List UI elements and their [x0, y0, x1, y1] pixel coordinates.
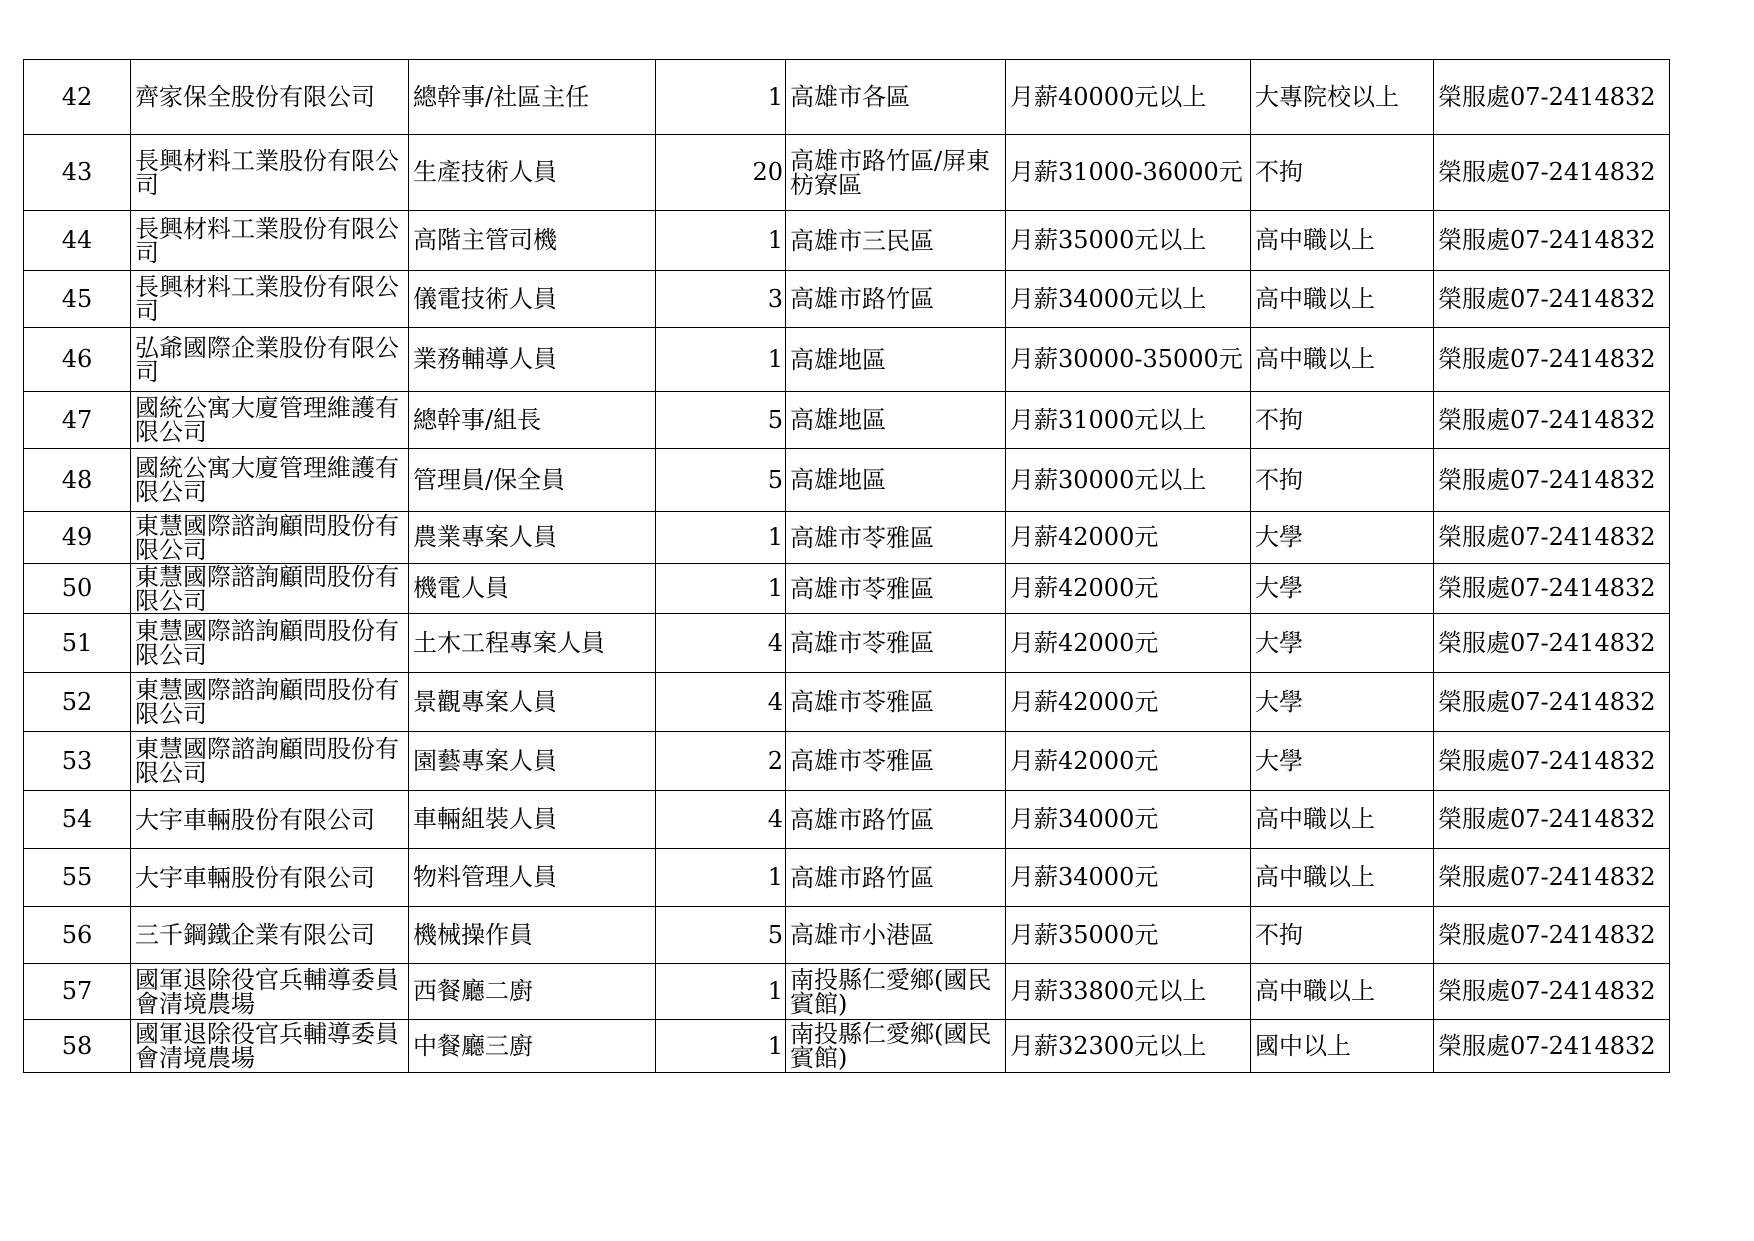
company-cell: 長興材料工業股份有限公司	[131, 271, 409, 328]
row-number-cell: 46	[24, 328, 131, 392]
location-cell: 高雄市苓雅區	[786, 673, 1006, 732]
position-cell: 高階主管司機	[409, 211, 656, 271]
row-number-cell: 51	[24, 614, 131, 673]
openings-count-cell: 4	[656, 791, 786, 849]
salary-cell: 月薪31000-36000元	[1006, 135, 1251, 211]
education-cell: 高中職以上	[1251, 328, 1434, 392]
row-number-cell: 55	[24, 849, 131, 907]
salary-cell: 月薪35000元	[1006, 907, 1251, 964]
table-row	[24, 60, 1670, 135]
openings-count-cell: 1	[656, 328, 786, 392]
salary-cell: 月薪42000元	[1006, 512, 1251, 564]
table-row	[24, 328, 1670, 392]
contact-cell: 榮服處07-2414832	[1434, 564, 1670, 614]
location-cell: 高雄市路竹區	[786, 791, 1006, 849]
row-number-cell: 49	[24, 512, 131, 564]
location-cell: 高雄市路竹區	[786, 849, 1006, 907]
openings-count-cell: 1	[656, 1020, 786, 1073]
education-cell: 不拘	[1251, 449, 1434, 512]
company-cell: 東慧國際諮詢顧問股份有限公司	[131, 564, 409, 614]
table-row	[24, 849, 1670, 907]
education-cell: 不拘	[1251, 392, 1434, 449]
position-cell: 機電人員	[409, 564, 656, 614]
position-cell: 生產技術人員	[409, 135, 656, 211]
location-cell: 高雄市苓雅區	[786, 512, 1006, 564]
location-cell: 高雄市各區	[786, 60, 1006, 135]
salary-cell: 月薪34000元	[1006, 849, 1251, 907]
company-cell: 大宇車輛股份有限公司	[131, 849, 409, 907]
contact-cell: 榮服處07-2414832	[1434, 614, 1670, 673]
education-cell: 高中職以上	[1251, 964, 1434, 1020]
salary-cell: 月薪32300元以上	[1006, 1020, 1251, 1073]
openings-count-cell: 5	[656, 907, 786, 964]
location-cell: 高雄地區	[786, 328, 1006, 392]
table-row	[24, 673, 1670, 732]
location-cell: 高雄市苓雅區	[786, 614, 1006, 673]
company-cell: 國軍退除役官兵輔導委員會清境農場	[131, 964, 409, 1020]
company-cell: 國軍退除役官兵輔導委員會清境農場	[131, 1020, 409, 1073]
contact-cell: 榮服處07-2414832	[1434, 907, 1670, 964]
contact-cell: 榮服處07-2414832	[1434, 60, 1670, 135]
table-row	[24, 1020, 1670, 1073]
table-row	[24, 211, 1670, 271]
location-cell: 高雄市三民區	[786, 211, 1006, 271]
openings-count-cell: 1	[656, 512, 786, 564]
salary-cell: 月薪30000元以上	[1006, 449, 1251, 512]
row-number-cell: 42	[24, 60, 131, 135]
row-number-cell: 43	[24, 135, 131, 211]
table-row	[24, 614, 1670, 673]
education-cell: 高中職以上	[1251, 271, 1434, 328]
openings-count-cell: 3	[656, 271, 786, 328]
company-cell: 東慧國際諮詢顧問股份有限公司	[131, 614, 409, 673]
table-row	[24, 135, 1670, 211]
openings-count-cell: 5	[656, 392, 786, 449]
education-cell: 國中以上	[1251, 1020, 1434, 1073]
contact-cell: 榮服處07-2414832	[1434, 328, 1670, 392]
location-cell: 高雄地區	[786, 392, 1006, 449]
salary-cell: 月薪42000元	[1006, 732, 1251, 791]
table-row	[24, 732, 1670, 791]
company-cell: 國統公寓大廈管理維護有限公司	[131, 449, 409, 512]
contact-cell: 榮服處07-2414832	[1434, 673, 1670, 732]
openings-count-cell: 5	[656, 449, 786, 512]
education-cell: 不拘	[1251, 135, 1434, 211]
company-cell: 東慧國際諮詢顧問股份有限公司	[131, 512, 409, 564]
education-cell: 高中職以上	[1251, 211, 1434, 271]
contact-cell: 榮服處07-2414832	[1434, 732, 1670, 791]
salary-cell: 月薪34000元以上	[1006, 271, 1251, 328]
company-cell: 齊家保全股份有限公司	[131, 60, 409, 135]
salary-cell: 月薪42000元	[1006, 614, 1251, 673]
row-number-cell: 58	[24, 1020, 131, 1073]
openings-count-cell: 4	[656, 614, 786, 673]
company-cell: 長興材料工業股份有限公司	[131, 211, 409, 271]
contact-cell: 榮服處07-2414832	[1434, 449, 1670, 512]
openings-count-cell: 20	[656, 135, 786, 211]
row-number-cell: 45	[24, 271, 131, 328]
location-cell: 高雄市路竹區/屏東枋寮區	[786, 135, 1006, 211]
salary-cell: 月薪30000-35000元	[1006, 328, 1251, 392]
position-cell: 景觀專案人員	[409, 673, 656, 732]
location-cell: 高雄市小港區	[786, 907, 1006, 964]
contact-cell: 榮服處07-2414832	[1434, 211, 1670, 271]
position-cell: 農業專案人員	[409, 512, 656, 564]
education-cell: 大學	[1251, 673, 1434, 732]
location-cell: 高雄地區	[786, 449, 1006, 512]
contact-cell: 榮服處07-2414832	[1434, 135, 1670, 211]
location-cell: 南投縣仁愛鄉(國民賓館)	[786, 1020, 1006, 1073]
salary-cell: 月薪35000元以上	[1006, 211, 1251, 271]
salary-cell: 月薪42000元	[1006, 564, 1251, 614]
education-cell: 不拘	[1251, 907, 1434, 964]
position-cell: 園藝專案人員	[409, 732, 656, 791]
company-cell: 三千鋼鐵企業有限公司	[131, 907, 409, 964]
table-row	[24, 392, 1670, 449]
openings-count-cell: 1	[656, 849, 786, 907]
position-cell: 車輛組裝人員	[409, 791, 656, 849]
salary-cell: 月薪40000元以上	[1006, 60, 1251, 135]
contact-cell: 榮服處07-2414832	[1434, 512, 1670, 564]
position-cell: 中餐廳三廚	[409, 1020, 656, 1073]
education-cell: 大學	[1251, 614, 1434, 673]
company-cell: 國統公寓大廈管理維護有限公司	[131, 392, 409, 449]
salary-cell: 月薪42000元	[1006, 673, 1251, 732]
location-cell: 高雄市苓雅區	[786, 732, 1006, 791]
row-number-cell: 52	[24, 673, 131, 732]
position-cell: 土木工程專案人員	[409, 614, 656, 673]
table-row	[24, 907, 1670, 964]
row-number-cell: 48	[24, 449, 131, 512]
company-cell: 長興材料工業股份有限公司	[131, 135, 409, 211]
row-number-cell: 57	[24, 964, 131, 1020]
openings-count-cell: 1	[656, 60, 786, 135]
openings-count-cell: 4	[656, 673, 786, 732]
position-cell: 總幹事/組長	[409, 392, 656, 449]
openings-count-cell: 1	[656, 964, 786, 1020]
position-cell: 管理員/保全員	[409, 449, 656, 512]
salary-cell: 月薪34000元	[1006, 791, 1251, 849]
location-cell: 高雄市路竹區	[786, 271, 1006, 328]
row-number-cell: 56	[24, 907, 131, 964]
education-cell: 高中職以上	[1251, 849, 1434, 907]
table-row	[24, 271, 1670, 328]
education-cell: 大學	[1251, 732, 1434, 791]
openings-count-cell: 2	[656, 732, 786, 791]
row-number-cell: 50	[24, 564, 131, 614]
contact-cell: 榮服處07-2414832	[1434, 1020, 1670, 1073]
location-cell: 高雄市苓雅區	[786, 564, 1006, 614]
position-cell: 總幹事/社區主任	[409, 60, 656, 135]
contact-cell: 榮服處07-2414832	[1434, 791, 1670, 849]
row-number-cell: 54	[24, 791, 131, 849]
row-number-cell: 44	[24, 211, 131, 271]
table-row	[24, 564, 1670, 614]
company-cell: 弘爺國際企業股份有限公司	[131, 328, 409, 392]
position-cell: 儀電技術人員	[409, 271, 656, 328]
salary-cell: 月薪31000元以上	[1006, 392, 1251, 449]
company-cell: 大宇車輛股份有限公司	[131, 791, 409, 849]
table-row	[24, 791, 1670, 849]
company-cell: 東慧國際諮詢顧問股份有限公司	[131, 732, 409, 791]
job-rows	[24, 60, 1670, 1073]
row-number-cell: 53	[24, 732, 131, 791]
job-listings-table	[23, 59, 1670, 1073]
row-number-cell: 47	[24, 392, 131, 449]
location-cell: 南投縣仁愛鄉(國民賓館)	[786, 964, 1006, 1020]
contact-cell: 榮服處07-2414832	[1434, 271, 1670, 328]
contact-cell: 榮服處07-2414832	[1434, 392, 1670, 449]
education-cell: 高中職以上	[1251, 791, 1434, 849]
openings-count-cell: 1	[656, 211, 786, 271]
contact-cell: 榮服處07-2414832	[1434, 849, 1670, 907]
table-row	[24, 964, 1670, 1020]
table-row	[24, 449, 1670, 512]
salary-cell: 月薪33800元以上	[1006, 964, 1251, 1020]
education-cell: 大學	[1251, 564, 1434, 614]
position-cell: 機械操作員	[409, 907, 656, 964]
table-row	[24, 512, 1670, 564]
position-cell: 西餐廳二廚	[409, 964, 656, 1020]
education-cell: 大專院校以上	[1251, 60, 1434, 135]
openings-count-cell: 1	[656, 564, 786, 614]
company-cell: 東慧國際諮詢顧問股份有限公司	[131, 673, 409, 732]
position-cell: 物料管理人員	[409, 849, 656, 907]
position-cell: 業務輔導人員	[409, 328, 656, 392]
education-cell: 大學	[1251, 512, 1434, 564]
contact-cell: 榮服處07-2414832	[1434, 964, 1670, 1020]
